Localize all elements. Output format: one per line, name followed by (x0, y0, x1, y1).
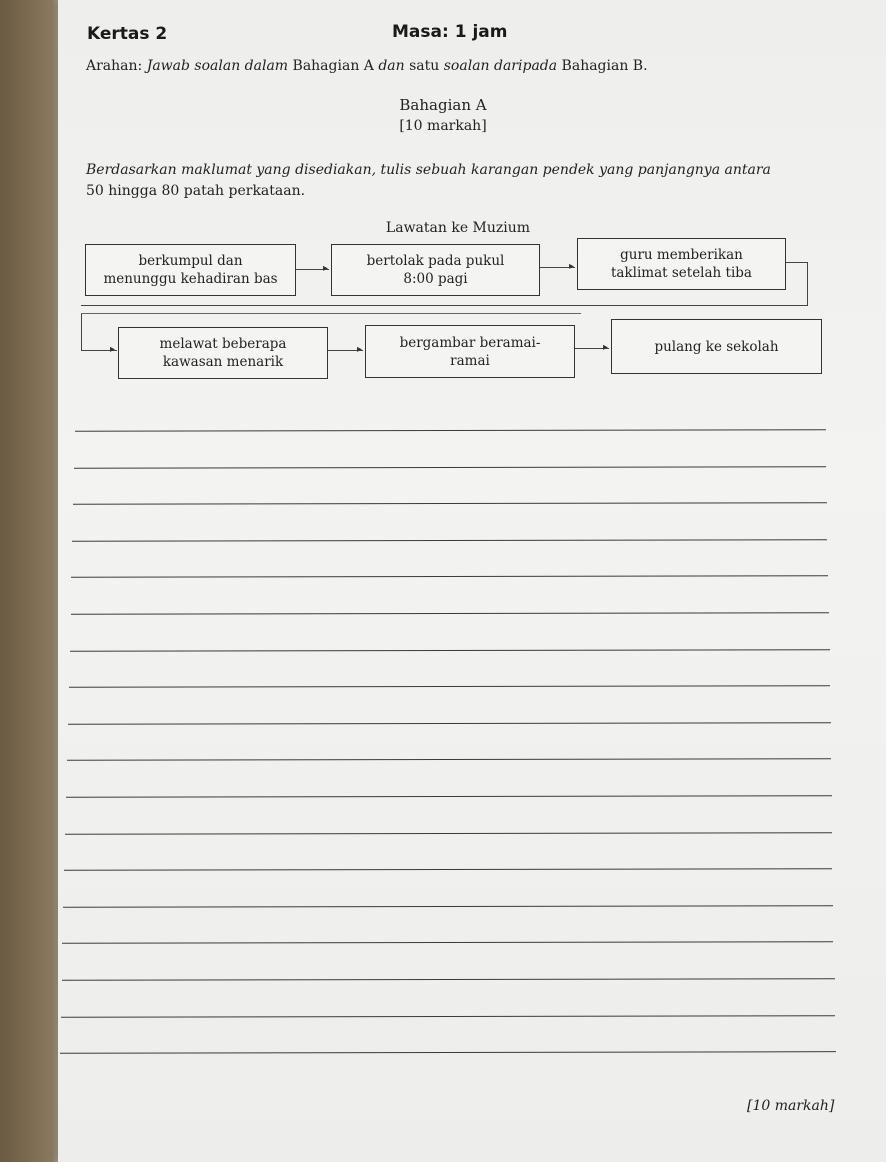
footer-marks (747, 1098, 834, 1114)
flowchart-title: Lawatan ke Muzium (385, 220, 531, 236)
question-prompt (86, 160, 826, 202)
flow-step-5-line2: ramai (450, 352, 490, 369)
arrow-right-icon: ▸ (357, 344, 363, 355)
instruction-part1: Jawab soalan dalam (146, 58, 289, 74)
prompt-plain: 50 hingga 80 patah perkataan. (86, 183, 306, 199)
flow-step-1 (85, 244, 296, 296)
instruction (86, 58, 648, 74)
time-label: Masa: 1 jam (392, 22, 508, 42)
flow-step-2 (331, 244, 540, 296)
flow-step-6 (611, 319, 822, 374)
prompt-italic: Berdasarkan maklumat yang disediakan, tulis sebuah karangan pendek yang panjangnya antara (86, 162, 771, 178)
instruction-part4: satu (404, 58, 444, 74)
arrow-right-icon: ▸ (110, 344, 116, 355)
wrap-connector-top (786, 262, 808, 263)
flow-step-1-line1: berkumpul dan (138, 253, 243, 269)
flow-step-3 (577, 238, 786, 290)
section-marks: [10 markah] (399, 118, 487, 134)
flow-step-6-line1: pulang ke sekolah (654, 338, 779, 355)
arrow-right-icon: ▸ (603, 342, 609, 353)
flow-step-5-line1: bergambar beramai- (399, 334, 541, 351)
wrap-connector-upper (81, 313, 581, 314)
section-title: Bahagian A (399, 96, 487, 114)
flow-step-5 (365, 325, 575, 378)
flow-step-4-line1: melawat beberapa (159, 336, 287, 352)
instruction-prefix: Arahan: (86, 58, 147, 74)
flow-step-3-line1: guru memberikan (620, 247, 743, 263)
flow-step-3-line2: taklimat setelah tiba (611, 265, 752, 281)
flow-step-2-line2: 8:00 pagi (403, 271, 468, 287)
arrow-right-icon: ▸ (323, 263, 329, 274)
flow-step-1-line2: menunggu kehadiran bas (103, 271, 278, 287)
flow-step-4 (118, 327, 328, 379)
instruction-part6: Bahagian B. (557, 58, 648, 74)
flow-step-2-line1: bertolak pada pukul (366, 253, 505, 269)
wrap-connector-left (81, 313, 82, 351)
wrap-connector-right (807, 262, 808, 306)
instruction-part5: soalan daripada (443, 58, 558, 74)
paper-label: Kertas 2 (87, 24, 168, 44)
footer-marks-text: [10 markah] (747, 1098, 835, 1114)
instruction-part2: Bahagian A (288, 58, 379, 74)
arrow-right-icon: ▸ (569, 261, 575, 272)
instruction-part3: dan (378, 58, 405, 74)
wrap-connector-bottom (81, 305, 808, 306)
flow-step-4-line2: kawasan menarik (162, 354, 284, 370)
